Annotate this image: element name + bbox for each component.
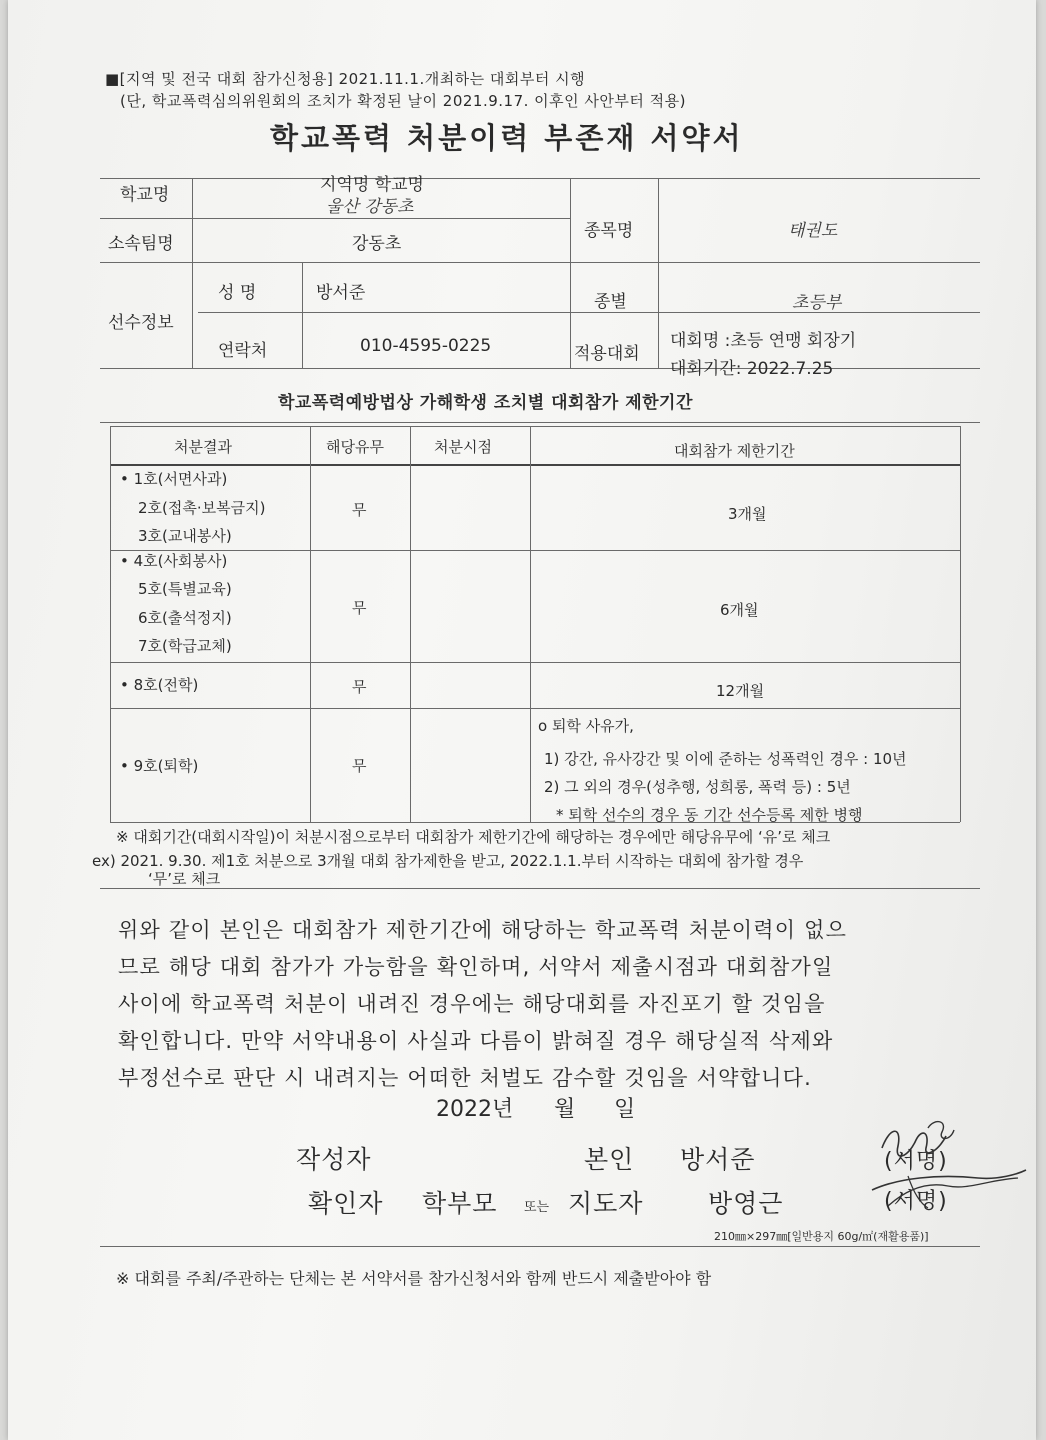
contact-label: 연락처	[218, 341, 268, 361]
row1-applicable: 무	[352, 501, 367, 519]
team-label: 소속팀명	[108, 234, 174, 254]
col-header-result: 처분결과	[174, 438, 232, 456]
row4-period-line-3: 2) 그 외의 경우(성추행, 성희롱, 폭력 등) : 5년	[544, 778, 851, 796]
name-label: 성 명	[218, 283, 257, 303]
confirmer-label: 확인자	[308, 1189, 384, 1218]
player-info-label: 선수정보	[108, 313, 174, 333]
row4-period-line-4: * 퇴학 선수의 경우 동 기간 선수등록 제한 병행	[556, 806, 863, 824]
date-year: 2022년	[436, 1097, 514, 1122]
row3-applicable: 무	[352, 678, 367, 696]
author-role: 본인	[584, 1145, 635, 1174]
confirmer-role-parent: 학부모	[422, 1189, 498, 1218]
date-day: 일	[614, 1097, 636, 1122]
pledge-line-4: 확인합니다. 만약 서약내용이 사실과 다름이 밝혀질 경우 해당실적 삭제와	[118, 1029, 834, 1053]
note-line-2: ex) 2021. 9.30. 제1호 처분으로 3개월 대회 참가제한을 받고, 2022.1.1.부터 시작하는 대회에 참가할 경우	[92, 852, 804, 870]
row4-item-1: • 9호(퇴학)	[120, 757, 199, 775]
row2-item-2: 5호(특별교육)	[138, 580, 232, 598]
pledge-line-1: 위와 같이 본인은 대회참가 제한기간에 해당하는 학교폭력 처분이력이 없으	[118, 918, 848, 942]
document-title: 학교폭력 처분이력 부존재 서약서	[270, 121, 744, 155]
row2-item-1: • 4호(사회봉사)	[120, 552, 228, 570]
handwritten-signature	[868, 1118, 1028, 1218]
note-line-3: ‘무’로 체크	[148, 870, 221, 888]
document-page	[8, 0, 1036, 1440]
author-name: 방서준	[680, 1145, 756, 1174]
competition-label: 적용대회	[574, 344, 640, 364]
event-value: 태권도	[788, 221, 838, 241]
contact-value: 010-4595-0225	[360, 336, 492, 356]
competition-period: 대회기간: 2022.7.25	[670, 359, 834, 379]
row4-applicable: 무	[352, 757, 367, 775]
row3-period: 12개월	[716, 682, 765, 700]
row2-item-4: 7호(학급교체)	[138, 637, 232, 655]
row1-period: 3개월	[728, 505, 767, 523]
row2-item-3: 6호(출석정지)	[138, 609, 232, 627]
row4-period-line-1: o 퇴학 사유가,	[538, 717, 634, 735]
division-label: 종별	[594, 292, 627, 312]
pledge-line-2: 므로 해당 대회 참가가 가능함을 확인하며, 서약서 제출시점과 대회참가일	[118, 955, 834, 979]
division-value: 초등부	[792, 293, 842, 313]
row4-period-line-2: 1) 강간, 유사강간 및 이에 준하는 성폭력인 경우 : 10년	[544, 750, 907, 768]
confirmer-name: 방영근	[708, 1189, 784, 1218]
event-label: 종목명	[584, 221, 634, 241]
row3-item-1: • 8호(전학)	[120, 676, 199, 694]
row1-item-1: • 1호(서면사과)	[120, 470, 228, 488]
header-line-2: (단, 학교폭력심의위원회의 조치가 확정된 날이 2021.9.17. 이후인 사안부터 적용)	[120, 92, 686, 110]
confirmer-sign-mark: (서명)	[884, 1189, 948, 1214]
author-sign-mark: (서명)	[884, 1149, 948, 1174]
pledge-line-3: 사이에 학교폭력 처분이 내려진 경우에는 해당대회를 자진포기 할 것임을	[118, 992, 826, 1016]
school-label: 학교명	[120, 185, 170, 205]
row1-item-3: 3호(교내봉사)	[138, 527, 232, 545]
col-header-period: 대회참가 제한기간	[674, 442, 795, 460]
footer-note: ※ 대회를 주최/주관하는 단체는 본 서약서를 참가신청서와 함께 반드시 제출받아야 함	[116, 1269, 712, 1288]
row1-item-2: 2호(접촉·보복금지)	[138, 499, 266, 517]
team-value: 강동초	[352, 234, 402, 254]
col-header-applicable: 해당유무	[326, 438, 384, 456]
row2-applicable: 무	[352, 599, 367, 617]
date-month: 월	[554, 1097, 576, 1122]
pledge-line-5: 부정선수로 판단 시 내려지는 어떠한 처벌도 감수할 것임을 서약합니다.	[118, 1066, 812, 1090]
header-line-1: ■[지역 및 전국 대회 참가신청용] 2021.11.1.개최하는 대회부터 시행	[105, 70, 586, 88]
col-header-date: 처분시점	[434, 438, 492, 456]
row2-period: 6개월	[720, 601, 759, 619]
author-label: 작성자	[296, 1145, 372, 1174]
paper-spec: 210㎜×297㎜[일반용지 60g/㎡(재활용품)]	[714, 1230, 929, 1243]
competition-name: 대회명 :초등 연맹 회장기	[670, 331, 857, 351]
restriction-table-title: 학교폭력예방법상 가해학생 조치별 대회참가 제한기간	[278, 393, 693, 413]
name-value: 방서준	[316, 283, 366, 303]
school-hint: 지역명 학교명	[320, 175, 424, 195]
confirmer-role-coach: 지도자	[568, 1189, 644, 1218]
confirmer-or: 또는	[524, 1200, 550, 1215]
school-value: 울산 강동초	[326, 197, 414, 217]
note-line-1: ※ 대회기간(대회시작일)이 처분시점으로부터 대회참가 제한기간에 해당하는 경우에만 해당유무에 ‘유’로 체크	[116, 828, 831, 846]
